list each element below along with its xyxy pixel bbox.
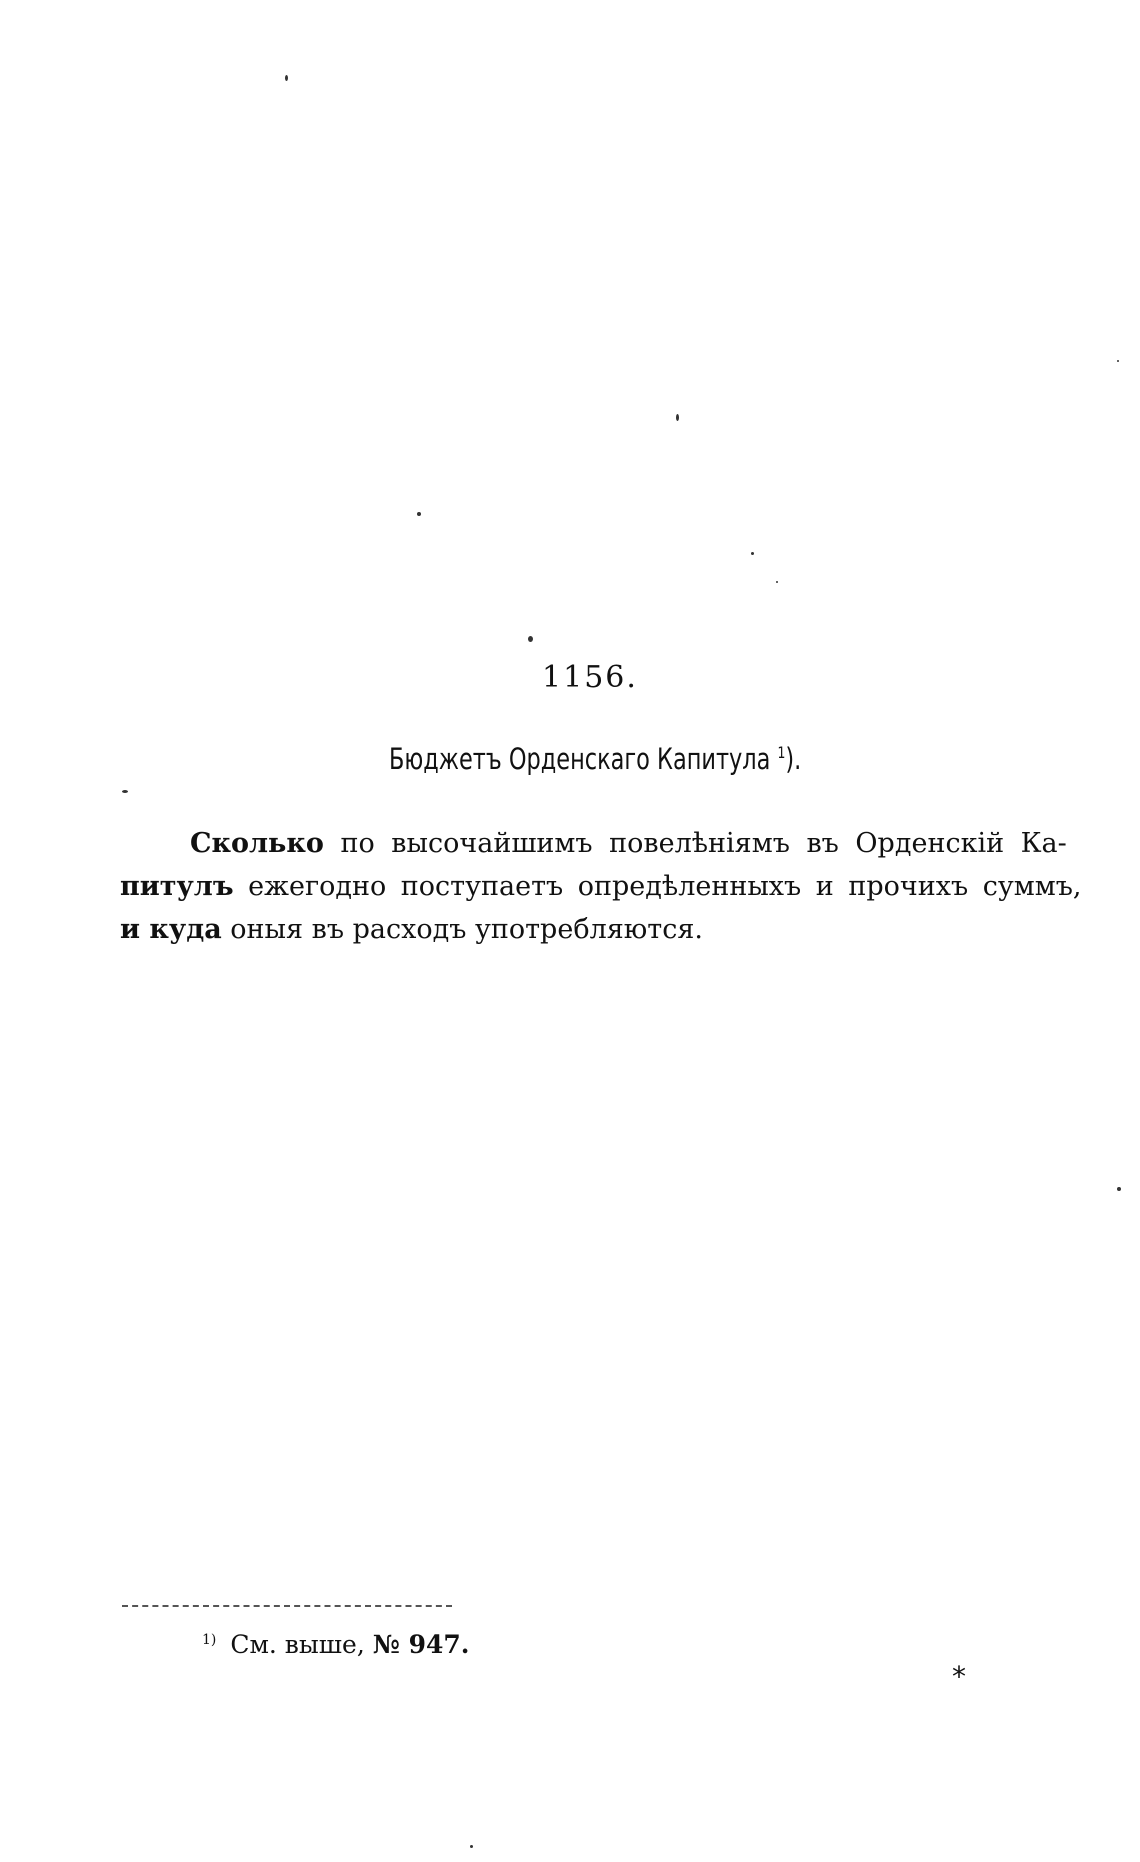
scan-speck bbox=[122, 790, 128, 793]
footnote-text: См. выше, bbox=[230, 1630, 365, 1659]
scan-speck bbox=[470, 1845, 473, 1848]
asterisk-mark: * bbox=[952, 1660, 966, 1693]
document-title-text: Бюджетъ Орденскаго Капитула bbox=[388, 742, 771, 776]
document-number: 1156. bbox=[542, 660, 638, 695]
body-line-3-lead: и куда bbox=[120, 914, 222, 945]
scan-speck bbox=[751, 552, 754, 555]
body-line-2 bbox=[120, 865, 1082, 908]
scan-speck bbox=[676, 414, 679, 421]
body-line-1 bbox=[120, 822, 1067, 865]
body-line-2-text: ежегодно поступаетъ опредѣленныхъ и прочихъ суммъ, bbox=[248, 871, 1082, 902]
footnote-reference-link[interactable]: № 947. bbox=[372, 1630, 470, 1659]
scan-speck bbox=[528, 636, 533, 642]
scan-speck bbox=[1117, 1187, 1121, 1191]
body-line-3 bbox=[120, 908, 1035, 951]
body-line-1-lead: Сколько bbox=[190, 828, 324, 859]
footnote-divider bbox=[122, 1605, 452, 1607]
body-line-3-text: оныя въ расходъ употребляются. bbox=[230, 914, 703, 945]
scan-speck bbox=[776, 581, 778, 583]
body-line-2-lead: питулъ bbox=[120, 871, 234, 902]
body-line-1-text: по высочайшимъ повелѣніямъ въ Орденскій Ка- bbox=[340, 828, 1067, 859]
document-title bbox=[83, 742, 1063, 776]
title-footnote-suffix: ). bbox=[785, 742, 802, 776]
footnote bbox=[202, 1630, 470, 1659]
title-footnote-marker[interactable]: 1 bbox=[777, 743, 786, 762]
footnote-marker: 1) bbox=[202, 1632, 217, 1648]
scan-speck bbox=[417, 512, 421, 516]
scan-speck bbox=[285, 75, 288, 81]
scan-speck bbox=[1117, 360, 1119, 362]
document-body bbox=[120, 822, 1082, 951]
